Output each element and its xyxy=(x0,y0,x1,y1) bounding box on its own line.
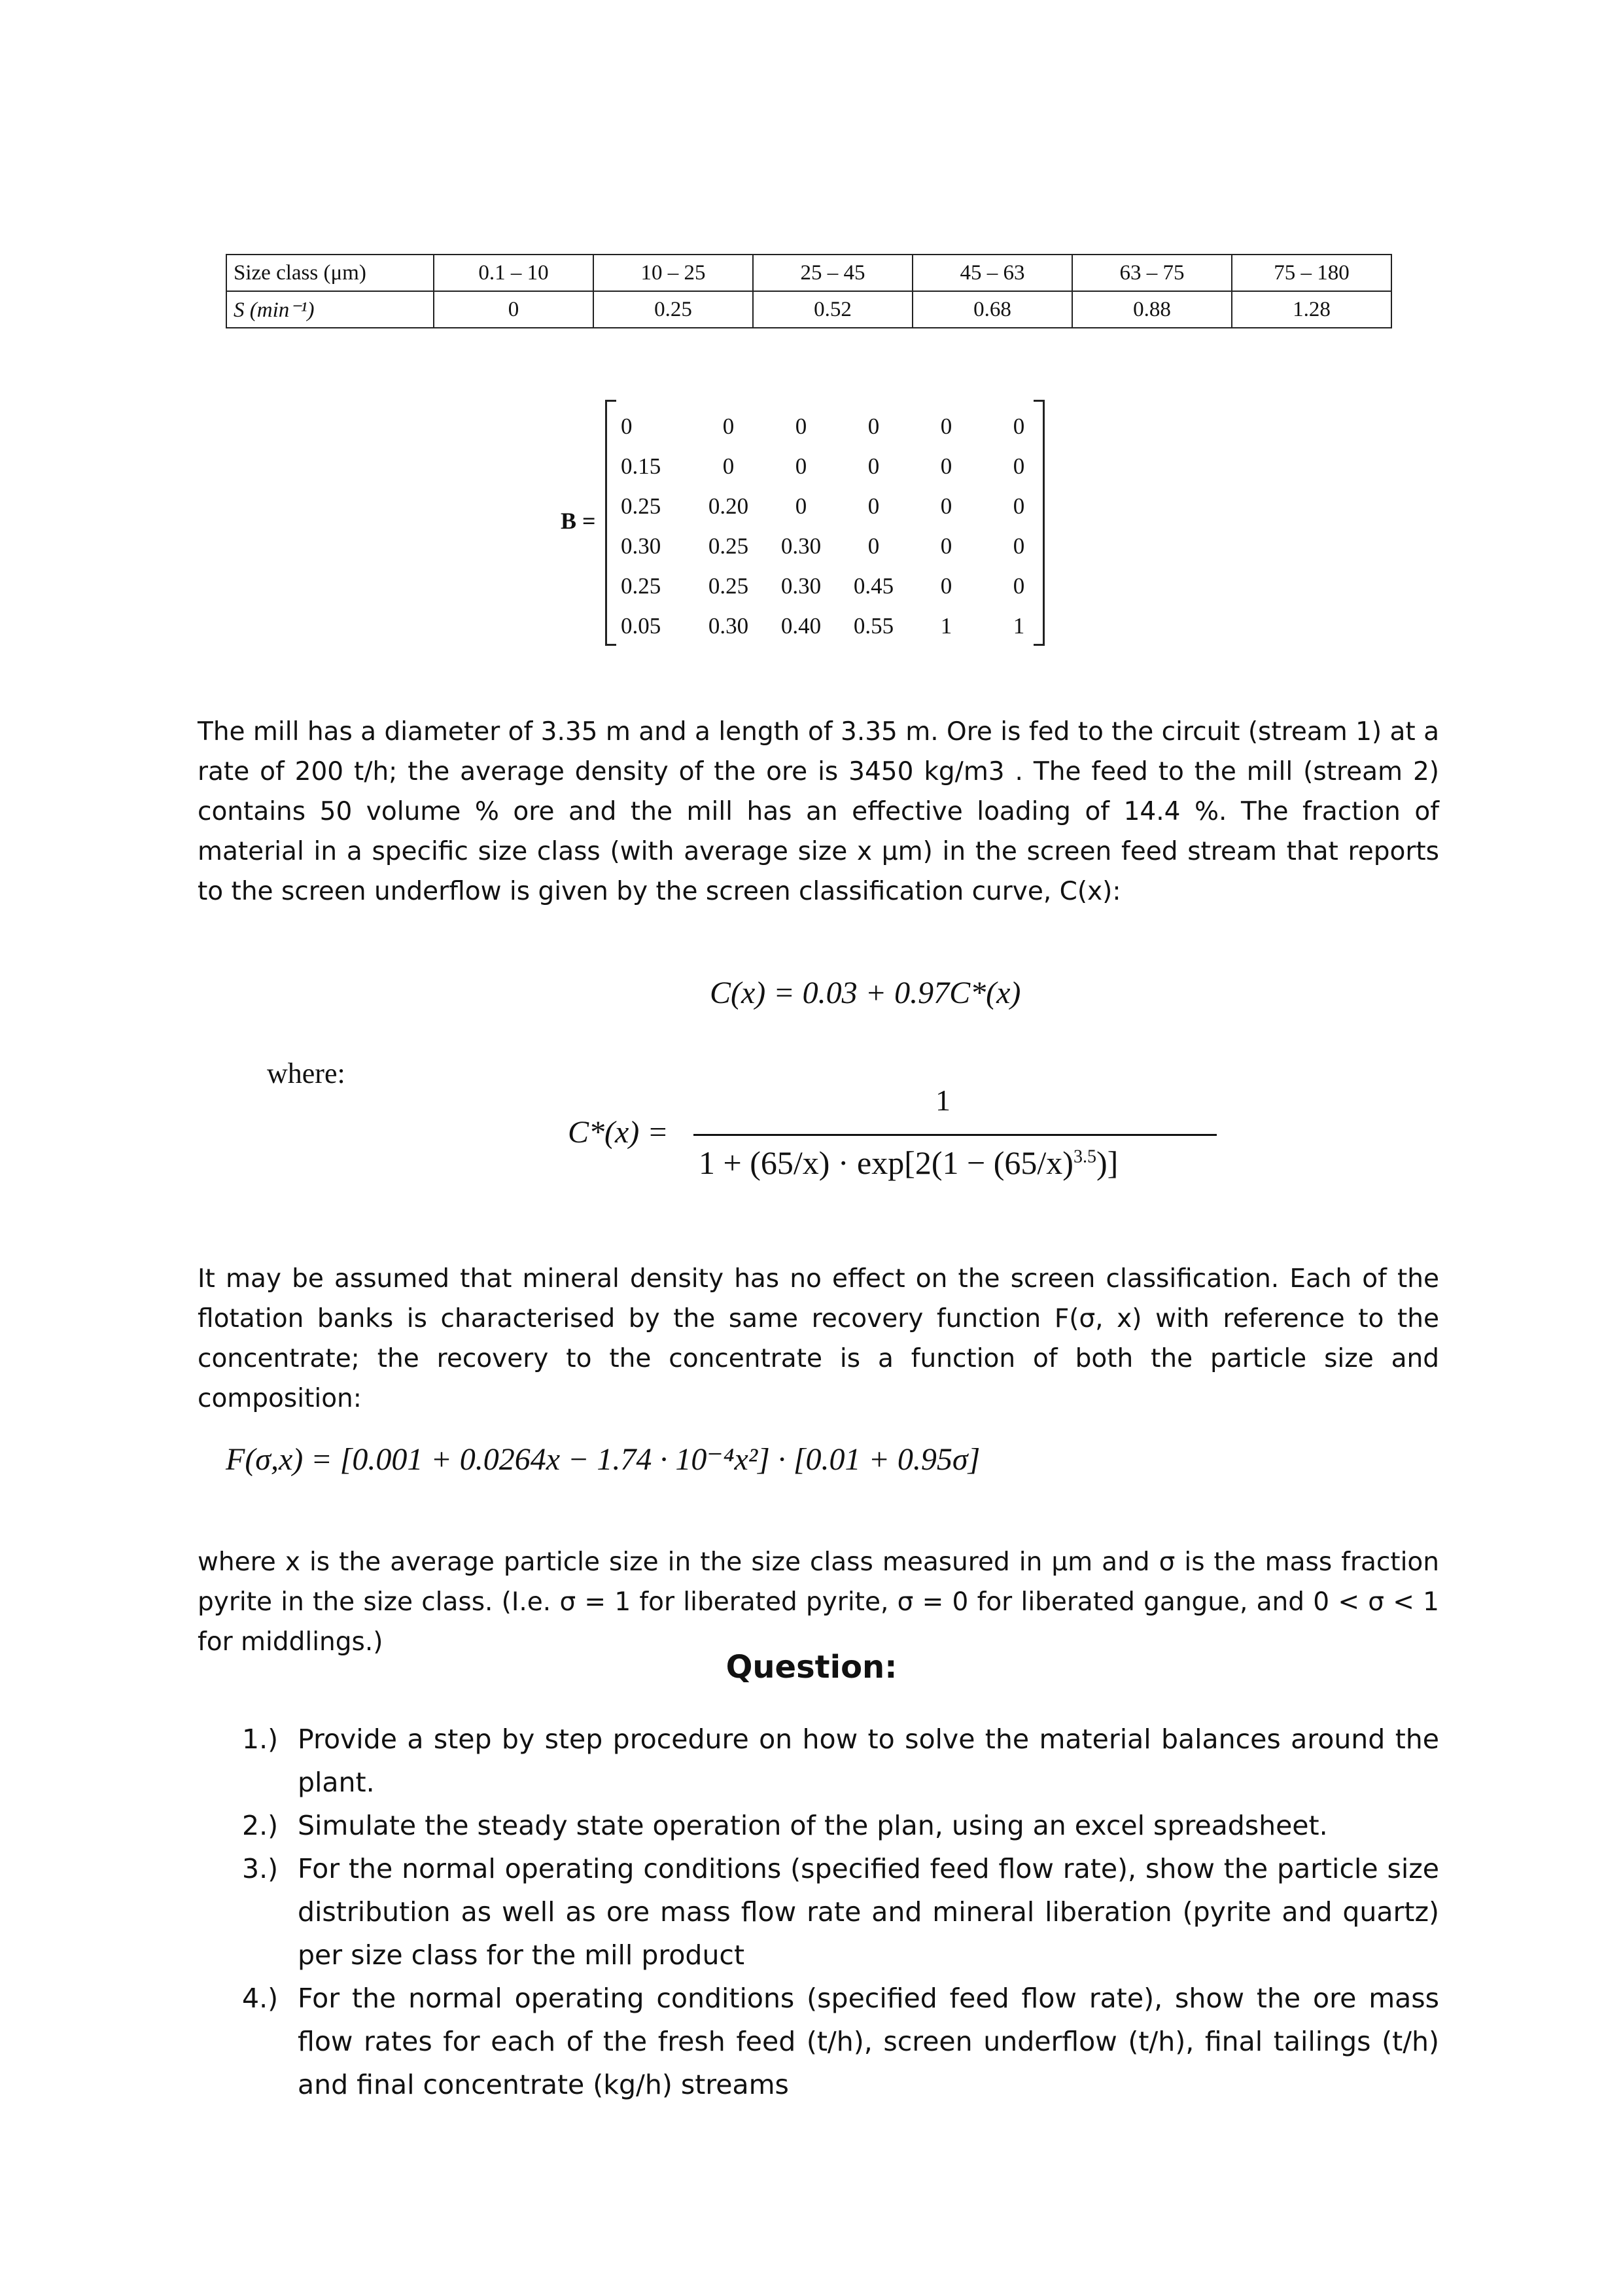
variable-definition-paragraph: where x is the average particle size in the size class measured in μm and σ is the mass fraction pyrite in the size class. (I.e. σ = 1 for liberated pyrite, σ = 0 for liberated gangue, and 0 < σ < 1 for middlings.) xyxy=(198,1547,1439,1657)
size-class-cell: 0.1 – 10 xyxy=(434,255,593,291)
size-class-cell: 10 – 25 xyxy=(593,255,753,291)
matrix-cell: 0 xyxy=(621,414,633,439)
question-text: For the normal operating conditions (specified feed flow rate), show the ore mass flow rates for each of the fresh feed (t/h), screen underflow (t/h), final tailings (t/h) and final concentrate (kg/h) streams xyxy=(298,1983,1439,2100)
cstar-denominator-main: 1 + (65/x) · exp[2(1 − (65/x) xyxy=(699,1144,1073,1181)
question-item xyxy=(242,1718,1439,1804)
question-number: 2.) xyxy=(242,1810,279,1841)
matrix-cell: 0.25 xyxy=(708,533,749,559)
matrix-cell: 0 xyxy=(795,493,807,519)
question-text: Simulate the steady state operation of the plan, using an excel spreadsheet. xyxy=(298,1810,1328,1841)
matrix-cell: 0.25 xyxy=(708,573,749,599)
selection-rate-cell: 0.88 xyxy=(1072,291,1232,328)
question-heading: Question: xyxy=(725,1649,898,1686)
matrix-cell: 0.30 xyxy=(621,533,661,559)
matrix-cell: 0 xyxy=(940,573,952,599)
size-class-cell: 75 – 180 xyxy=(1232,255,1391,291)
size-class-cell: 25 – 45 xyxy=(753,255,913,291)
matrix-cell: 0 xyxy=(940,493,952,519)
cstar-denominator-close: )] xyxy=(1096,1144,1119,1181)
recovery-function-equation: F(σ,x) = [0.001 + 0.0264x − 1.74 · 10⁻⁴x²] · [0.01 + 0.95σ] xyxy=(226,1442,981,1477)
matrix-cell: 0 xyxy=(795,414,807,439)
cstar-equation-lhs: C*(x) = xyxy=(568,1115,669,1150)
matrix-cell: 0 xyxy=(1013,414,1025,439)
selection-rate-header: S (min⁻¹) xyxy=(226,291,434,328)
matrix-cell: 0.25 xyxy=(621,493,661,519)
matrix-cell: 0.15 xyxy=(621,453,661,479)
screen-flotation-paragraph: It may be assumed that mineral density has no effect on the screen classification. Each of the flotation banks is characterised by the same recovery function F(σ, x) with reference to the concentrate; the recovery to the concentrate is a function of both the particle size and composition: xyxy=(198,1264,1439,1413)
question-list xyxy=(242,1718,1439,2106)
where-label: where: xyxy=(267,1057,345,1089)
matrix-cell: 1 xyxy=(940,613,952,639)
size-class-cell: 45 – 63 xyxy=(913,255,1072,291)
cstar-numerator: 1 xyxy=(935,1084,951,1117)
matrix-cell: 0.25 xyxy=(621,573,661,599)
size-class-header: Size class (μm) xyxy=(226,255,434,291)
mill-description-paragraph: The mill has a diameter of 3.35 m and a length of 3.35 m. Ore is fed to the circuit (stream 1) at a rate of 200 t/h; the average density of the ore is 3450 kg/m3 . The feed to the mill (stream 2) contains 50 volume % ore and the mill has an effective loading of 14.4 %. The fraction of material in a specific size class (with average size x μm) in the screen feed stream that reports to the screen underflow is given by the screen classification curve, C(x): xyxy=(198,717,1440,906)
matrix-cell: 0 xyxy=(940,453,952,479)
matrix-label: B = xyxy=(561,508,596,534)
matrix-cell: 0 xyxy=(1013,533,1025,559)
size-class-table xyxy=(226,254,1392,328)
classification-curve-equation: C(x) = 0.03 + 0.97C*(x) xyxy=(710,976,1021,1010)
matrix-cell: 0 xyxy=(940,533,952,559)
question-item xyxy=(242,1804,1439,1847)
cstar-denominator xyxy=(699,1144,1118,1182)
question-text: For the normal operating conditions (specified feed flow rate), show the particle size distribution as well as ore mass flow rate and mineral liberation (pyrite and quartz) per size class for the mill product xyxy=(298,1853,1439,1971)
matrix-left-bracket xyxy=(605,400,616,646)
matrix-cell: 0.05 xyxy=(621,613,661,639)
matrix-cell: 0 xyxy=(867,533,880,559)
matrix-cell: 0.45 xyxy=(853,573,894,599)
selection-rate-cell: 0.52 xyxy=(753,291,913,328)
matrix-cell: 0 xyxy=(940,414,952,439)
matrix-cell: 0 xyxy=(1013,453,1025,479)
selection-rate-cell: 0.25 xyxy=(593,291,753,328)
matrix-cell: 0 xyxy=(867,493,880,519)
matrix-cell: 0 xyxy=(795,453,807,479)
size-class-cell: 63 – 75 xyxy=(1072,255,1232,291)
breakage-matrix xyxy=(605,400,1045,642)
question-number: 3.) xyxy=(242,1853,279,1884)
question-number: 4.) xyxy=(242,1983,279,2014)
cstar-exponent: 3.5 xyxy=(1073,1146,1096,1167)
matrix-cell: 0.55 xyxy=(853,613,894,639)
matrix-cell: 0.40 xyxy=(780,613,822,639)
matrix-cell: 0 xyxy=(1013,493,1025,519)
question-item xyxy=(242,1977,1439,2106)
matrix-cell: 0 xyxy=(867,453,880,479)
question-item xyxy=(242,1847,1439,1977)
matrix-cell: 0 xyxy=(722,453,735,479)
matrix-cell: 0.30 xyxy=(780,573,822,599)
matrix-cell: 0.20 xyxy=(708,493,749,519)
selection-rate-cell: 0 xyxy=(434,291,593,328)
matrix-cell: 1 xyxy=(1013,613,1025,639)
question-number: 1.) xyxy=(242,1723,279,1755)
matrix-cell: 0.30 xyxy=(708,613,749,639)
selection-rate-cell: 0.68 xyxy=(913,291,1072,328)
selection-rate-row xyxy=(226,291,1391,328)
selection-rate-cell: 1.28 xyxy=(1232,291,1391,328)
matrix-cell: 0 xyxy=(867,414,880,439)
matrix-cell: 0.30 xyxy=(780,533,822,559)
matrix-cell: 0 xyxy=(1013,573,1025,599)
size-class-row xyxy=(226,255,1391,291)
question-text: Provide a step by step procedure on how to solve the material balances around the plant. xyxy=(298,1723,1439,1798)
matrix-cell: 0 xyxy=(722,414,735,439)
matrix-grid xyxy=(620,406,1055,646)
fraction-bar xyxy=(693,1134,1217,1136)
